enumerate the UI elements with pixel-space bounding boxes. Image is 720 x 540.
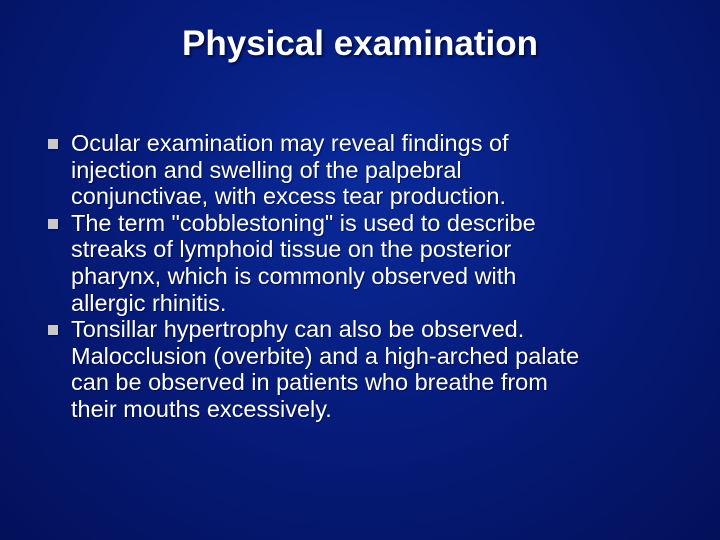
bullet-item <box>48 316 698 422</box>
bullet-line: Tonsillar hypertrophy can also be observed. <box>71 316 525 343</box>
bullet-line: allergic rhinitis. <box>71 289 227 316</box>
bullet-line: conjunctivae, with excess tear production. <box>71 183 506 210</box>
bullet-line: pharynx, which is commonly observed with <box>71 262 517 289</box>
bullet-list <box>48 130 698 423</box>
bullet-line: The term "cobblestoning" is used to describe <box>71 209 536 236</box>
bullet-line: can be observed in patients who breathe from <box>71 369 548 396</box>
bullet-line: Ocular examination may reveal findings of <box>71 130 509 156</box>
slide-title: Physical examination <box>182 24 538 63</box>
square-bullet-icon <box>48 219 58 229</box>
bullet-item <box>48 130 698 210</box>
square-bullet-icon <box>48 139 58 149</box>
bullet-line: Malocclusion (overbite) and a high-arched palate <box>71 342 580 369</box>
bullet-line: injection and swelling of the palpebral <box>71 156 462 183</box>
bullet-line: their mouths excessively. <box>71 395 332 422</box>
square-bullet-icon <box>48 325 58 335</box>
bullet-item <box>48 210 698 316</box>
bullet-line: streaks of lymphoid tissue on the posterior <box>71 236 512 263</box>
